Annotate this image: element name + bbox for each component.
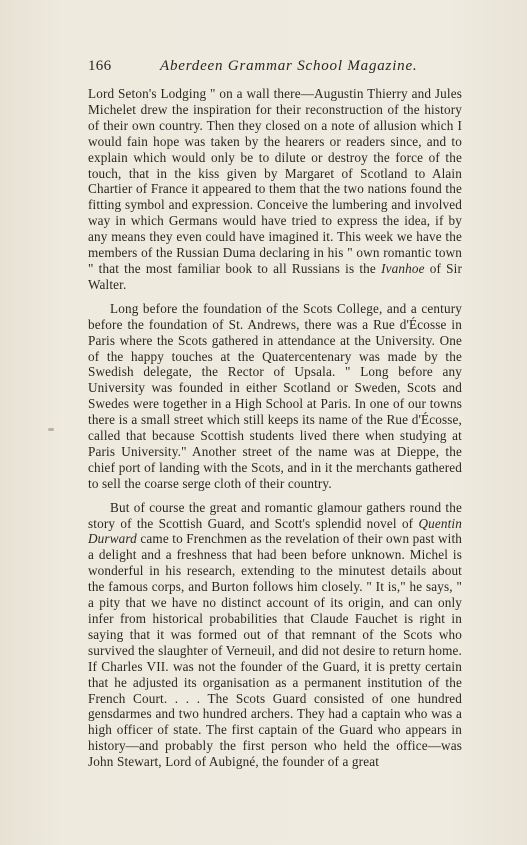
paragraph-3-text-a: But of course the great and romantic glamour gathers round the story of the Scottish Guard, and Scott's splendid novel of xyxy=(88,499,462,531)
book-title-ivanhoe: Ivanhoe xyxy=(381,260,425,276)
article-body xyxy=(88,86,462,778)
paragraph-2 xyxy=(88,301,462,492)
paper-speck xyxy=(48,428,54,431)
paragraph-2-text: Long before the foundation of the Scots College, and a century before the foundation of St. Andrews, there was a Rue d'Écosse in Paris where the Scots gathered in attendance at the University. One of the happy touches at the Quatercentenary was made by the Swedish delegate, the Rector of Upsala. " Long before any University was founded in either Scotland or Sweden, Scots and Swedes were together in a High School at Paris. In one of our towns there is a small street which still keeps its name of the Rue d'Écosse, called that because Scottish students lived there when studying at Paris University." Another street of the name was at Dieppe, the chief port of landing with the Scots, and in it the merchants gathered to sell the coarse serge cloth of their country. xyxy=(88,300,462,491)
running-title: Aberdeen Grammar School Magazine. xyxy=(160,58,418,74)
page-header xyxy=(88,58,456,80)
book-title-quentin-durward: Quentin Durward xyxy=(88,515,462,547)
paragraph-3 xyxy=(88,500,462,770)
paragraph-3-text-b: came to Frenchmen as the revelation of their own past with a delight and a freshness that had been before unknown. Michel is wonderful in his research, extending to the minutest details about the famous corps, and Burton follows him closely. " It is," he says, " a pity that we have no distinct account of its origin, and can only infer from historical probabilities that Claude Fauchet is right in saying that it was formed out of that remnant of the Scots who survived the slaughter of Verneuil, and did not desire to return home. If Charles VII. was not the founder of the Guard, it is pretty certain that he adjusted its organisation as a permanent institution of the French Court. . . . The Scots Guard consisted of one hundred gensdarmes and two hundred archers. They had a captain who was a high officer of state. The first captain of the Guard who appears in history—and probably the first person who held the office—was John Stewart, Lord of Aubigné, the founder of a great xyxy=(88,531,462,770)
paragraph-1-text-b: of Sir Walter. xyxy=(88,260,462,292)
page-number: 166 xyxy=(88,58,112,74)
paragraph-1 xyxy=(88,86,462,293)
paragraph-1-text-a: Lord Seton's Lodging " on a wall there—Augustin Thierry and Jules Michelet drew the inspiration for their reconstruction of the history of their own country. Then they closed on a note of allusion which I would fain hope was taken by the hearers or readers since, and to explain which would only be to dilute or destroy the force of the touch, that in the kiss given by Margaret of Scotland to Alain Chartier of France it appeared to them that the two nations found the fitting symbol and expression. Conceive the lumbering and involved way in which Germans would have tried to express the idea, if by any means they even could have imagined it. This week we have the members of the Russian Duma declaring in his " own romantic town " that the most familiar book to all Russians is the xyxy=(88,86,462,276)
